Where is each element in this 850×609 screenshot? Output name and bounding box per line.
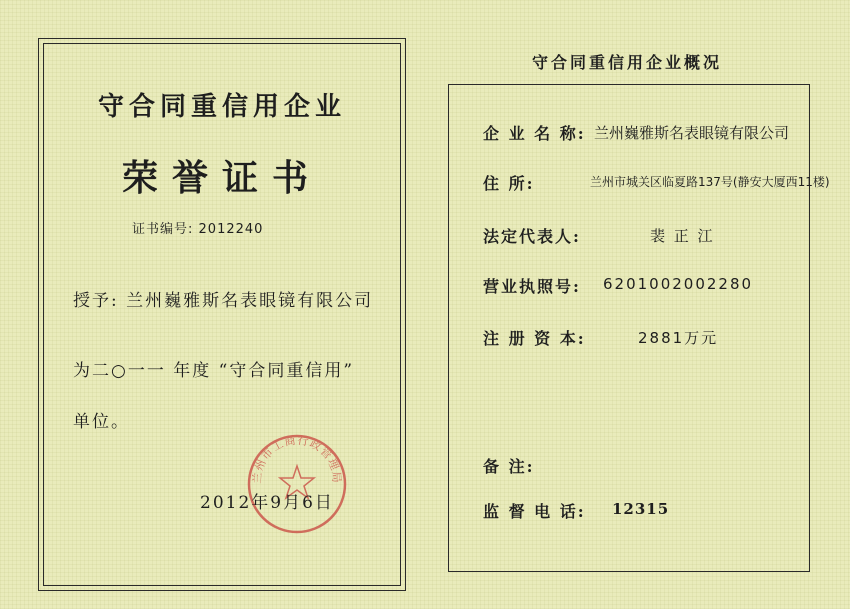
certificate-number-value: 2012240	[198, 222, 264, 237]
award-year-line: 为二○一一 年度 “守合同重信用”	[73, 361, 355, 381]
hotline-label: 监 督 电 话:	[483, 502, 586, 521]
award-date: 2012年9月6日	[200, 493, 334, 513]
company-name-label: 企 业 名 称:	[483, 124, 586, 143]
registered-capital-label: 注 册 资 本:	[483, 329, 586, 348]
official-seal-icon	[245, 432, 349, 536]
award-unit-line: 单位。	[73, 412, 130, 432]
certificate-subtitle: 荣誉证书	[121, 157, 322, 199]
certificate-title: 守合同重信用企业	[97, 92, 346, 122]
awarded-to-line: 授予: 兰州巍雅斯名表眼镜有限公司	[73, 291, 374, 311]
hotline-value: 12315	[612, 500, 670, 518]
company-name-value: 兰州巍雅斯名表眼镜有限公司	[594, 124, 790, 142]
address-value: 兰州市城关区临夏路137号(静安大厦西11楼)	[590, 175, 830, 189]
certificate-number	[132, 218, 263, 237]
legal-rep-value: 裴 正 江	[650, 227, 715, 245]
address-label: 住 所:	[483, 174, 535, 193]
overview-title: 守合同重信用企业概况	[531, 53, 722, 72]
remarks-label: 备 注:	[483, 457, 535, 476]
svg-text:兰州市工商行政管理局	[251, 433, 344, 484]
legal-rep-label: 法定代表人:	[483, 227, 581, 246]
license-no-value: 6201002002280	[603, 275, 754, 293]
registered-capital-value: 2881万元	[638, 329, 719, 347]
seal-text: 兰州市工商行政管理局	[250, 433, 344, 484]
certificate-number-label: 证书编号:	[132, 222, 194, 237]
license-no-label: 营业执照号:	[483, 277, 581, 296]
